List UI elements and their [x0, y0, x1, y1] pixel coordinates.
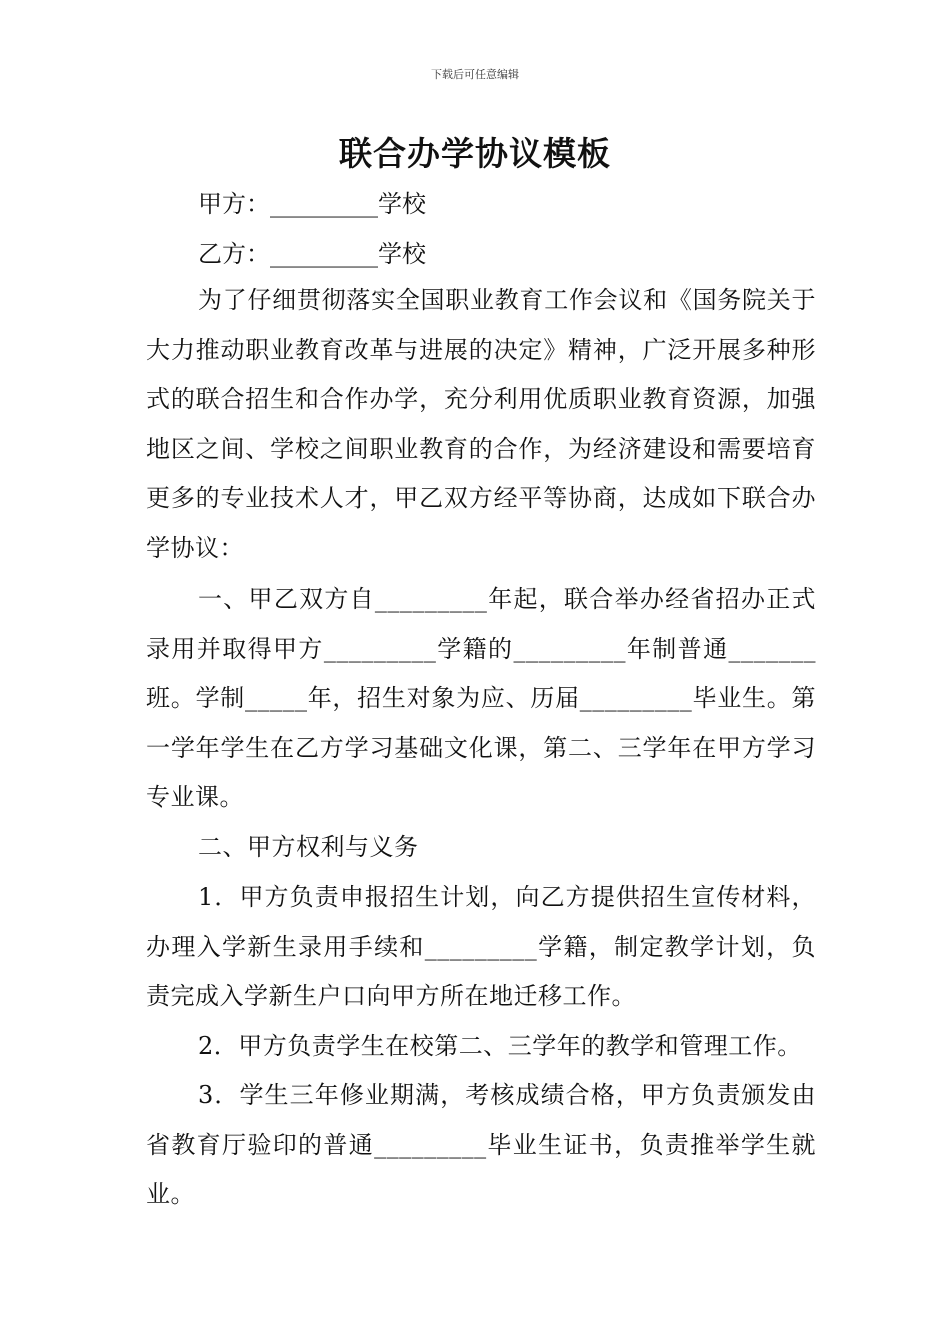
paragraph-heading-party-a-duties: 二、甲方权利与义务 — [198, 833, 419, 861]
paragraph-clause-1: 一、甲乙双方自_________年起，联合举办经省招办正式录用并取得甲方_________学籍的_________年制普通_______班。学制_____年，招生对象为应、历届_________毕业生。第一学年学生在乙方学习基础文化课，第二、三学年在甲方学习专业课。 — [146, 585, 816, 811]
paragraph-item-1: 1．甲方负责申报招生计划，向乙方提供招生宣传材料，办理入学新生录用手续和_________学籍，制定教学计划，负责完成入学新生户口向甲方所在地迁移工作。 — [146, 883, 816, 1010]
party-a-line: 甲方：_________学校 — [198, 190, 426, 218]
paragraph-preamble: 为了仔细贯彻落实全国职业教育工作会议和《国务院关于大力推动职业教育改革与进展的决定》精神，广泛开展多种形式的联合招生和合作办学，充分利用优质职业教育资源，加强地区之间、学校之间职业教育的合作，为经济建设和需要培育更多的专业技术人才，甲乙双方经平等协商，达成如下联合办学协议： — [146, 286, 816, 562]
party-b-line: 乙方：_________学校 — [198, 240, 426, 268]
paragraph-item-2: 2．甲方负责学生在校第二、三学年的教学和管理工作。 — [198, 1032, 802, 1060]
paragraph-item-3: 3．学生三年修业期满，考核成绩合格，甲方负责颁发由省教育厅验印的普通_________毕业生证书，负责推举学生就业。 — [146, 1081, 816, 1208]
header-note: 下载后可任意编辑 — [431, 68, 519, 81]
document-title: 联合办学协议模板 — [339, 134, 611, 173]
